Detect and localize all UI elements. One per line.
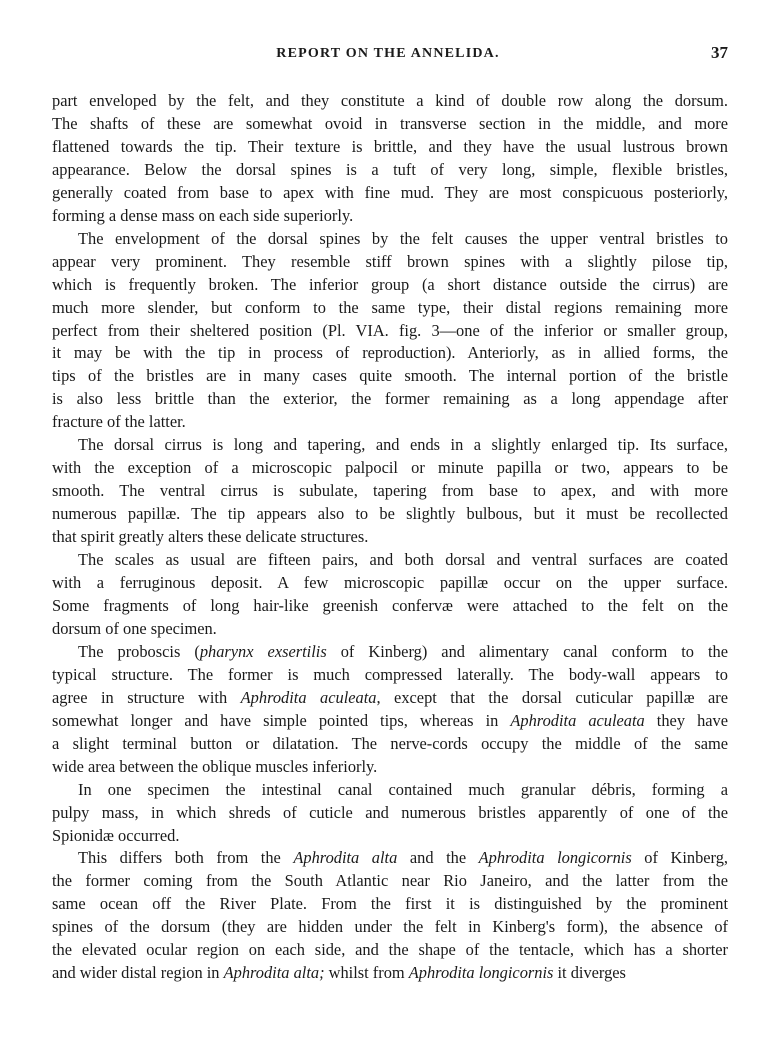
text-line: The shafts of these are somewhat ovoid in transverse section in the middle, and more (52, 113, 728, 133)
text-line: The dorsal cirrus is long and tapering, and ends in a slightly enlarged tip. Its surface, (78, 435, 728, 455)
text-line: appear very prominent. They resemble stiff brown spines with a slightly pilose tip, (52, 251, 728, 271)
page-number: 37 (711, 43, 728, 62)
paragraph (52, 434, 728, 549)
italic-species-name: Aphrodita aculeata (510, 710, 645, 730)
text-line: flattened towards the tip. Their texture is brittle, and they have the usual lustrous brown (52, 136, 728, 156)
text-line: a slight terminal button or dilatation. The nerve-cords occupy the middle of the same (52, 733, 728, 753)
text-line: The proboscis (pharynx exsertilis of Kinberg) and alimentary canal conform to the (78, 641, 729, 661)
paragraph (52, 847, 728, 985)
paragraph (52, 641, 728, 779)
text-line: somewhat longer and have simple pointed tips, whereas in Aphrodita aculeata they have (52, 710, 729, 730)
text-line: with the exception of a microscopic palpocil or minute papilla or two, appears to be (52, 458, 728, 478)
text-line: In one specimen the intestinal canal contained much granular débris, forming a (78, 779, 728, 799)
text-line: and wider distal region in Aphrodita alta; whilst from Aphrodita longicornis it diverges (52, 963, 626, 983)
text-line: The scales as usual are fifteen pairs, and both dorsal and ventral surfaces are coated (78, 550, 728, 570)
text-line: tips of the bristles are in many cases quite smooth. The internal portion of the bristle (52, 366, 728, 386)
italic-species-name: Aphrodita alta (293, 848, 398, 868)
text-line: the elevated ocular region on each side, and the shape of the tentacle, which has a shorter (52, 940, 728, 960)
text-line: part enveloped by the felt, and they constitute a kind of double row along the dorsum. (52, 91, 728, 110)
text-line: Some fragments of long hair-like greenish confervæ were attached to the felt on the (52, 595, 728, 615)
text-line: agree in structure with Aphrodita aculeata, except that the dorsal cuticular papillæ are (52, 687, 729, 707)
body-text (52, 90, 728, 985)
text-line: generally coated from base to apex with fine mud. They are most conspicuous posteriorly, (52, 182, 728, 202)
text-line: spines of the dorsum (they are hidden under the felt in Kinberg's form), the absence of (52, 917, 728, 937)
text-line: same ocean off the River Plate. From the first it is distinguished by the prominent (52, 894, 728, 914)
running-title: REPORT ON THE ANNELIDA. (276, 46, 500, 61)
italic-species-name: Aphrodita longicornis (478, 848, 632, 868)
text-line: The envelopment of the dorsal spines by the felt causes the upper ventral bristles to (78, 228, 728, 248)
italic-species-name: Aphrodita longicornis (408, 963, 554, 983)
text-line: fracture of the latter. (52, 412, 186, 432)
text-line: wide area between the oblique muscles inferiorly. (52, 756, 378, 776)
italic-species-name: Aphrodita aculeata (240, 687, 377, 707)
text-line: Spionidæ occurred. (52, 825, 180, 845)
paragraph (52, 90, 728, 228)
text-line: much more slender, but conform to the same type, their distal regions remaining more (52, 297, 728, 317)
text-line: dorsum of one specimen. (52, 618, 217, 638)
text-line: the former coming from the South Atlantic near Rio Janeiro, and the latter from the (52, 871, 728, 891)
text-line: it may be with the tip in process of reproduction). Anteriorly, as in allied forms, the (52, 343, 728, 363)
text-line: appearance. Below the dorsal spines is a tuft of very long, simple, flexible bristles, (52, 159, 728, 179)
text-line: with a ferruginous deposit. A few microscopic papillæ occur on the upper surface. (52, 573, 728, 593)
italic-species-name: Aphrodita alta; (223, 963, 325, 983)
paragraph (52, 549, 728, 641)
paragraph (52, 228, 728, 435)
text-line: perfect from their sheltered position (Pl. VIA. fig. 3—one of the inferior or smaller group, (52, 320, 728, 340)
paragraph (52, 779, 728, 848)
text-line: This differs both from the Aphrodita alta and the Aphrodita longicornis of Kinberg, (78, 848, 729, 868)
text-line: is also less brittle than the exterior, the former remaining as a long appendage after (52, 389, 728, 409)
text-line: numerous papillæ. The tip appears also to be slightly bulbous, but it must be recollected (52, 504, 728, 524)
text-line: pulpy mass, in which shreds of cuticle and numerous bristles apparently of one of the (52, 802, 728, 822)
text-line: that spirit greatly alters these delicate structures. (52, 527, 369, 547)
italic-species-name: pharynx exsertilis (199, 641, 327, 661)
text-line: which is frequently broken. The inferior group (a short distance outside the cirrus) are (52, 274, 728, 294)
text-line: typical structure. The former is much compressed laterally. The body-wall appears to (52, 664, 728, 684)
text-line: smooth. The ventral cirrus is subulate, tapering from base to apex, and with more (52, 481, 728, 501)
text-line: forming a dense mass on each side superiorly. (52, 205, 354, 225)
